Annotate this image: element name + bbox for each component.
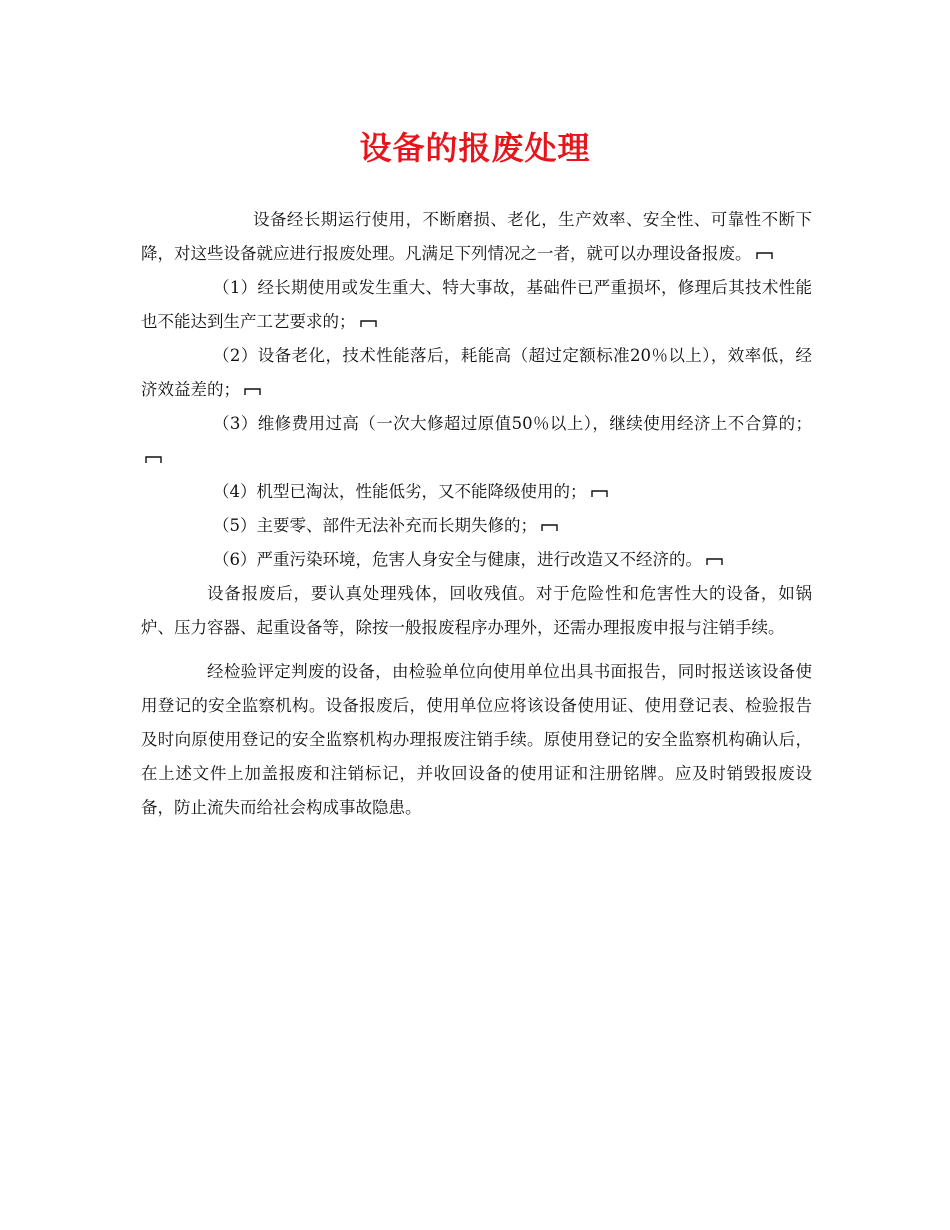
- inspection-paragraph: 经检验评定判废的设备，由检验单位向使用单位出具书面报告，同时报送该设备使用登记的安全监察机构。设备报废后，使用单位应将该设备使用证、使用登记表、检验报告及时向原使用登记的安全监察机构办理报废注销手续。原使用登记的安全监察机构确认后，在上述文件上加盖报废和注销标记，并收回设备的使用证和注册铭牌。应及时销毁报废设备，防止流失而给社会构成事故隐患。: [141, 662, 812, 817]
- condition-text: （5）主要零、部件无法补充而长期失修的；: [213, 516, 537, 535]
- paragraph-mark-icon: [541, 523, 558, 532]
- condition-item-1: [141, 271, 812, 339]
- condition-text: （4）机型已淘汰，性能低劣，又不能降级使用的；: [213, 482, 587, 501]
- intro-paragraph: [141, 203, 812, 271]
- condition-item-5: [141, 509, 812, 543]
- document-body: [141, 203, 812, 825]
- paragraph-mark-icon: [244, 387, 261, 396]
- condition-item-3: [141, 407, 812, 475]
- disposal-paragraph: 设备报废后，要认真处理残体，回收残值。对于危险性和危害性大的设备，如锅炉、压力容器、起重设备等，除按一般报废程序办理外，还需办理报废申报与注销手续。: [141, 584, 812, 637]
- intro-text: 设备经长期运行使用，不断磨损、老化，生产效率、安全性、可靠性不断下降，对这些设备就应进行报废处理。凡满足下列情况之一者，就可以办理设备报废。: [141, 210, 812, 263]
- condition-text: （6）严重污染环境，危害人身安全与健康，进行改造又不经济的。: [213, 550, 702, 569]
- paragraph-mark-icon: [591, 489, 608, 498]
- condition-text: （2）设备老化，技术性能落后，耗能高（超过定额标准20％以上），效率低，经济效益差的；: [141, 346, 812, 399]
- condition-text: （1）经长期使用或发生重大、特大事故，基础件已严重损坏，修理后其技术性能也不能达到生产工艺要求的；: [141, 278, 812, 331]
- document-title: 设备的报废处理: [359, 129, 591, 167]
- paragraph-mark-icon: [756, 251, 773, 260]
- condition-text: （3）维修费用过高（一次大修超过原值50％以上），继续使用经济上不合算的；: [213, 414, 812, 433]
- condition-item-6: [141, 543, 812, 577]
- paragraph-mark-icon: [360, 319, 377, 328]
- paragraph-mark-icon: [145, 455, 162, 464]
- paragraph-mark-icon: [706, 557, 723, 566]
- condition-item-4: [141, 475, 812, 509]
- condition-item-2: [141, 339, 812, 407]
